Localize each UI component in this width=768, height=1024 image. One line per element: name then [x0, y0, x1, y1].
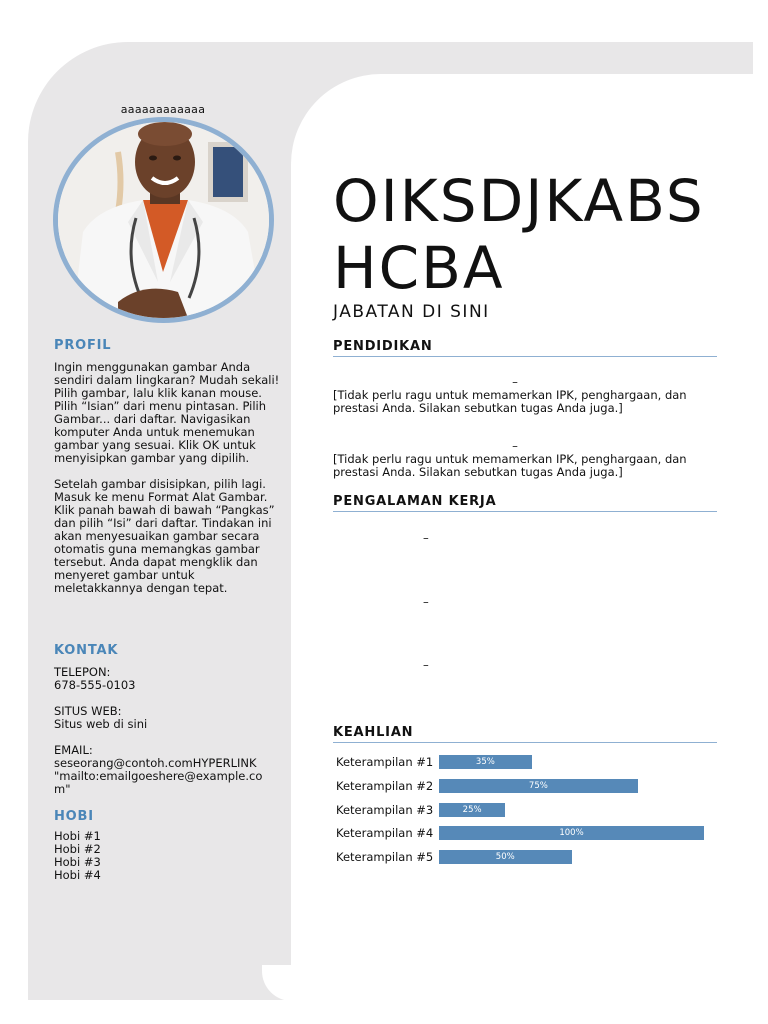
email-value-line1[interactable]: seseorang@contoh.comHYPERLINK: [54, 756, 257, 770]
skill-row: [336, 850, 572, 864]
contact-heading: KONTAK: [54, 643, 119, 658]
profile-photo: [53, 117, 274, 323]
hobby-item: Hobi #2: [54, 842, 101, 856]
work-dash: –: [423, 595, 429, 609]
education-item: [333, 440, 717, 479]
profile-section: [54, 339, 284, 608]
doctor-portrait-image: [58, 122, 269, 318]
skill-label: Keterampilan #4: [336, 826, 434, 841]
website-label: SITUS WEB:: [54, 704, 122, 718]
phone-label: TELEPON:: [54, 665, 111, 679]
education-heading: PENDIDIKAN: [333, 339, 717, 357]
skill-row: [336, 826, 704, 840]
skill-bar: 35%: [439, 755, 532, 769]
phone-value: 678-555-0103: [54, 678, 136, 692]
work-dash: –: [423, 531, 429, 545]
skill-bar: 100%: [439, 826, 704, 840]
skill-bar: 50%: [439, 850, 572, 864]
skill-label: Keterampilan #5: [336, 850, 434, 865]
education-dash: –: [512, 439, 518, 453]
contact-section: [54, 644, 284, 796]
hobbies-section: [54, 810, 284, 882]
email-value-line3[interactable]: m": [54, 782, 71, 796]
education-item: [333, 376, 717, 415]
hobby-item: Hobi #4: [54, 868, 101, 882]
skills-heading: KEAHLIAN: [333, 725, 717, 743]
education-dash: –: [512, 375, 518, 389]
education-text-line2: prestasi Anda. Silakan sebutkan tugas Anda juga.]: [333, 401, 623, 415]
hobbies-heading: HOBI: [54, 809, 94, 824]
skill-label: Keterampilan #1: [336, 755, 434, 769]
work-experience-heading: PENGALAMAN KERJA: [333, 494, 717, 512]
education-text-line1: [Tidak perlu ragu untuk memamerkan IPK, penghargaan, dan: [333, 452, 687, 466]
email-label: EMAIL:: [54, 743, 93, 757]
hobby-item: Hobi #1: [54, 829, 101, 843]
photo-caption: aaaaaaaaaaaa: [120, 103, 206, 116]
education-text-line2: prestasi Anda. Silakan sebutkan tugas Anda juga.]: [333, 465, 623, 479]
skill-row: [336, 803, 505, 817]
hobby-item: Hobi #3: [54, 855, 101, 869]
candidate-name-line1: OIKSDJKABS: [333, 167, 705, 235]
skill-label: Keterampilan #2: [336, 778, 434, 793]
work-dash: –: [423, 658, 429, 672]
candidate-name: [333, 168, 705, 302]
skill-row: [336, 779, 638, 793]
education-text-line1: [Tidak perlu ragu untuk memamerkan IPK, penghargaan, dan: [333, 388, 687, 402]
skill-bar: 75%: [439, 779, 638, 793]
job-title: JABATAN DI SINI: [333, 302, 490, 322]
website-value: Situs web di sini: [54, 717, 148, 731]
skill-row: [336, 755, 532, 769]
candidate-name-line2: HCBA: [333, 234, 505, 302]
profile-paragraph-1: Ingin menggunakan gambar Anda sendiri dalam lingkaran? Mudah sekali! Pilih gambar, lalu klik kanan mouse. Pilih “Isian” dari menu pintasan. Pilih Gambar... dari daftar. Navigasikan komputer Anda untuk menemukan gambar yang sesuai. Klik OK untuk menyisipkan gambar yang dipilih.: [54, 360, 280, 465]
skill-label: Keterampilan #3: [336, 802, 434, 817]
profile-heading: PROFIL: [54, 338, 112, 353]
profile-paragraph-2: Setelah gambar disisipkan, pilih lagi. Masuk ke menu Format Alat Gambar. Klik panah bawah di bawah “Pangkas” dan pilih “Isi” dari daftar. Tindakan ini akan menyesuaikan gambar secara otomatis guna memangkas gambar tersebut. Anda dapat mengklik dan menyeret gambar untuk meletakkannya dengan tepat.: [54, 477, 275, 595]
skill-bar: 25%: [439, 803, 505, 817]
email-value-line2[interactable]: "mailto:emailgoeshere@example.co: [54, 769, 263, 783]
